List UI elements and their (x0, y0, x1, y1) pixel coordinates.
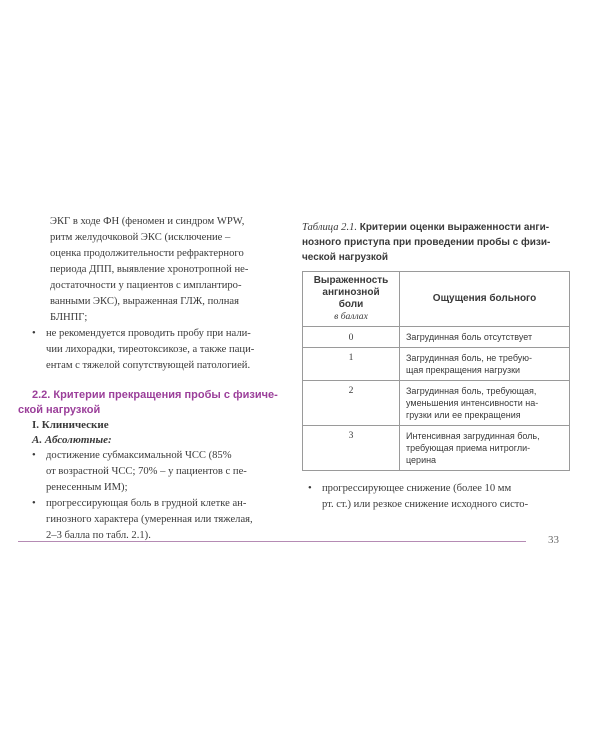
bullet-icon: • (32, 498, 36, 509)
header-units: в баллах (334, 311, 368, 322)
header-feel: Ощущения больного (400, 272, 570, 327)
feel-cell: Загрудинная боль отсутствует (400, 327, 570, 348)
text-line: 2–3 балла по табл. 2.1). (46, 530, 151, 541)
footer-divider (18, 541, 526, 542)
score-cell: 0 (303, 327, 400, 348)
section-heading-line: ской нагрузкой (18, 404, 101, 416)
criteria-table (302, 271, 570, 471)
header-score: Выраженность ангинозной боли в баллах (303, 272, 400, 327)
section-heading (18, 388, 286, 418)
text-line: ренесенным ИМ); (46, 482, 128, 493)
list-item (18, 448, 286, 496)
text-line: не рекомендуется проводить пробу при нали- (46, 328, 251, 339)
text-line: прогрессирующая боль в грудной клетке ан- (46, 498, 247, 509)
feel-cell: Загрудинная боль, требующая, уменьшения интенсивности на- грузки или ее прекращения (400, 381, 570, 426)
score-cell: 2 (303, 381, 400, 426)
section-heading-line: 2.2. Критерии прекращения пробы с физиче- (32, 389, 278, 401)
table-caption-label: Таблица 2.1. (302, 222, 358, 233)
table-caption-line: Критерии оценки выраженности анги- (359, 222, 550, 233)
text-line: чии лихорадки, тиреотоксикозе, а также паци- (46, 344, 255, 355)
right-column (302, 220, 570, 513)
subsubsection-heading: А. Абсолютные: (32, 434, 112, 446)
list-item (18, 326, 286, 374)
text-line: оценка продолжительности рефрактерного (50, 248, 244, 259)
bullet-icon: • (308, 483, 312, 494)
text-line: ванными ЭКС), выраженная ГЛЖ, полная (50, 296, 239, 307)
text-line: БЛНПГ; (50, 312, 88, 323)
left-column (18, 214, 286, 544)
table-row (303, 426, 570, 471)
score-cell: 1 (303, 348, 400, 381)
list-item (302, 481, 570, 513)
text-line: ЭКГ в ходе ФН (феномен и синдром WPW, (50, 216, 245, 227)
table-caption-line: ческой нагрузкой (302, 252, 388, 263)
text-line: ритм желудочковой ЭКС (исключение – (50, 232, 231, 243)
table-caption (302, 220, 570, 265)
text-line: периода ДПП, выявление хронотропной не- (50, 264, 249, 275)
table-header-row (303, 272, 570, 327)
bullet-icon: • (32, 450, 36, 461)
text-line: достижение субмаксимальной ЧСС (85% (46, 450, 232, 461)
feel-cell: Загрудинная боль, не требую- щая прекращения нагрузки (400, 348, 570, 381)
text-line: ентам с тяжелой сопутствующей патологией. (46, 360, 251, 371)
subsection-heading: I. Клинические (32, 419, 109, 431)
feel-cell: Интенсивная загрудинная боль, требующая приема нитрогли- церина (400, 426, 570, 471)
text-line: рт. ст.) или резкое снижение исходного систо- (322, 499, 529, 510)
table-caption-line: нозного приступа при проведении пробы с физи- (302, 237, 551, 248)
text-line: прогрессирующее снижение (более 10 мм (322, 483, 512, 494)
table-row (303, 348, 570, 381)
score-cell: 3 (303, 426, 400, 471)
table-row (303, 327, 570, 348)
text-line: достаточности у пациентов с имплантиро- (50, 280, 242, 291)
list-item (18, 496, 286, 544)
page-number: 33 (548, 534, 559, 546)
continuation-paragraph (18, 214, 286, 326)
text-line: от возрастной ЧСС; 70% – у пациентов с пе- (46, 466, 247, 477)
table-row (303, 381, 570, 426)
bullet-icon: • (32, 328, 36, 339)
text-line: гинозного характера (умеренная или тяжелая, (46, 514, 253, 525)
